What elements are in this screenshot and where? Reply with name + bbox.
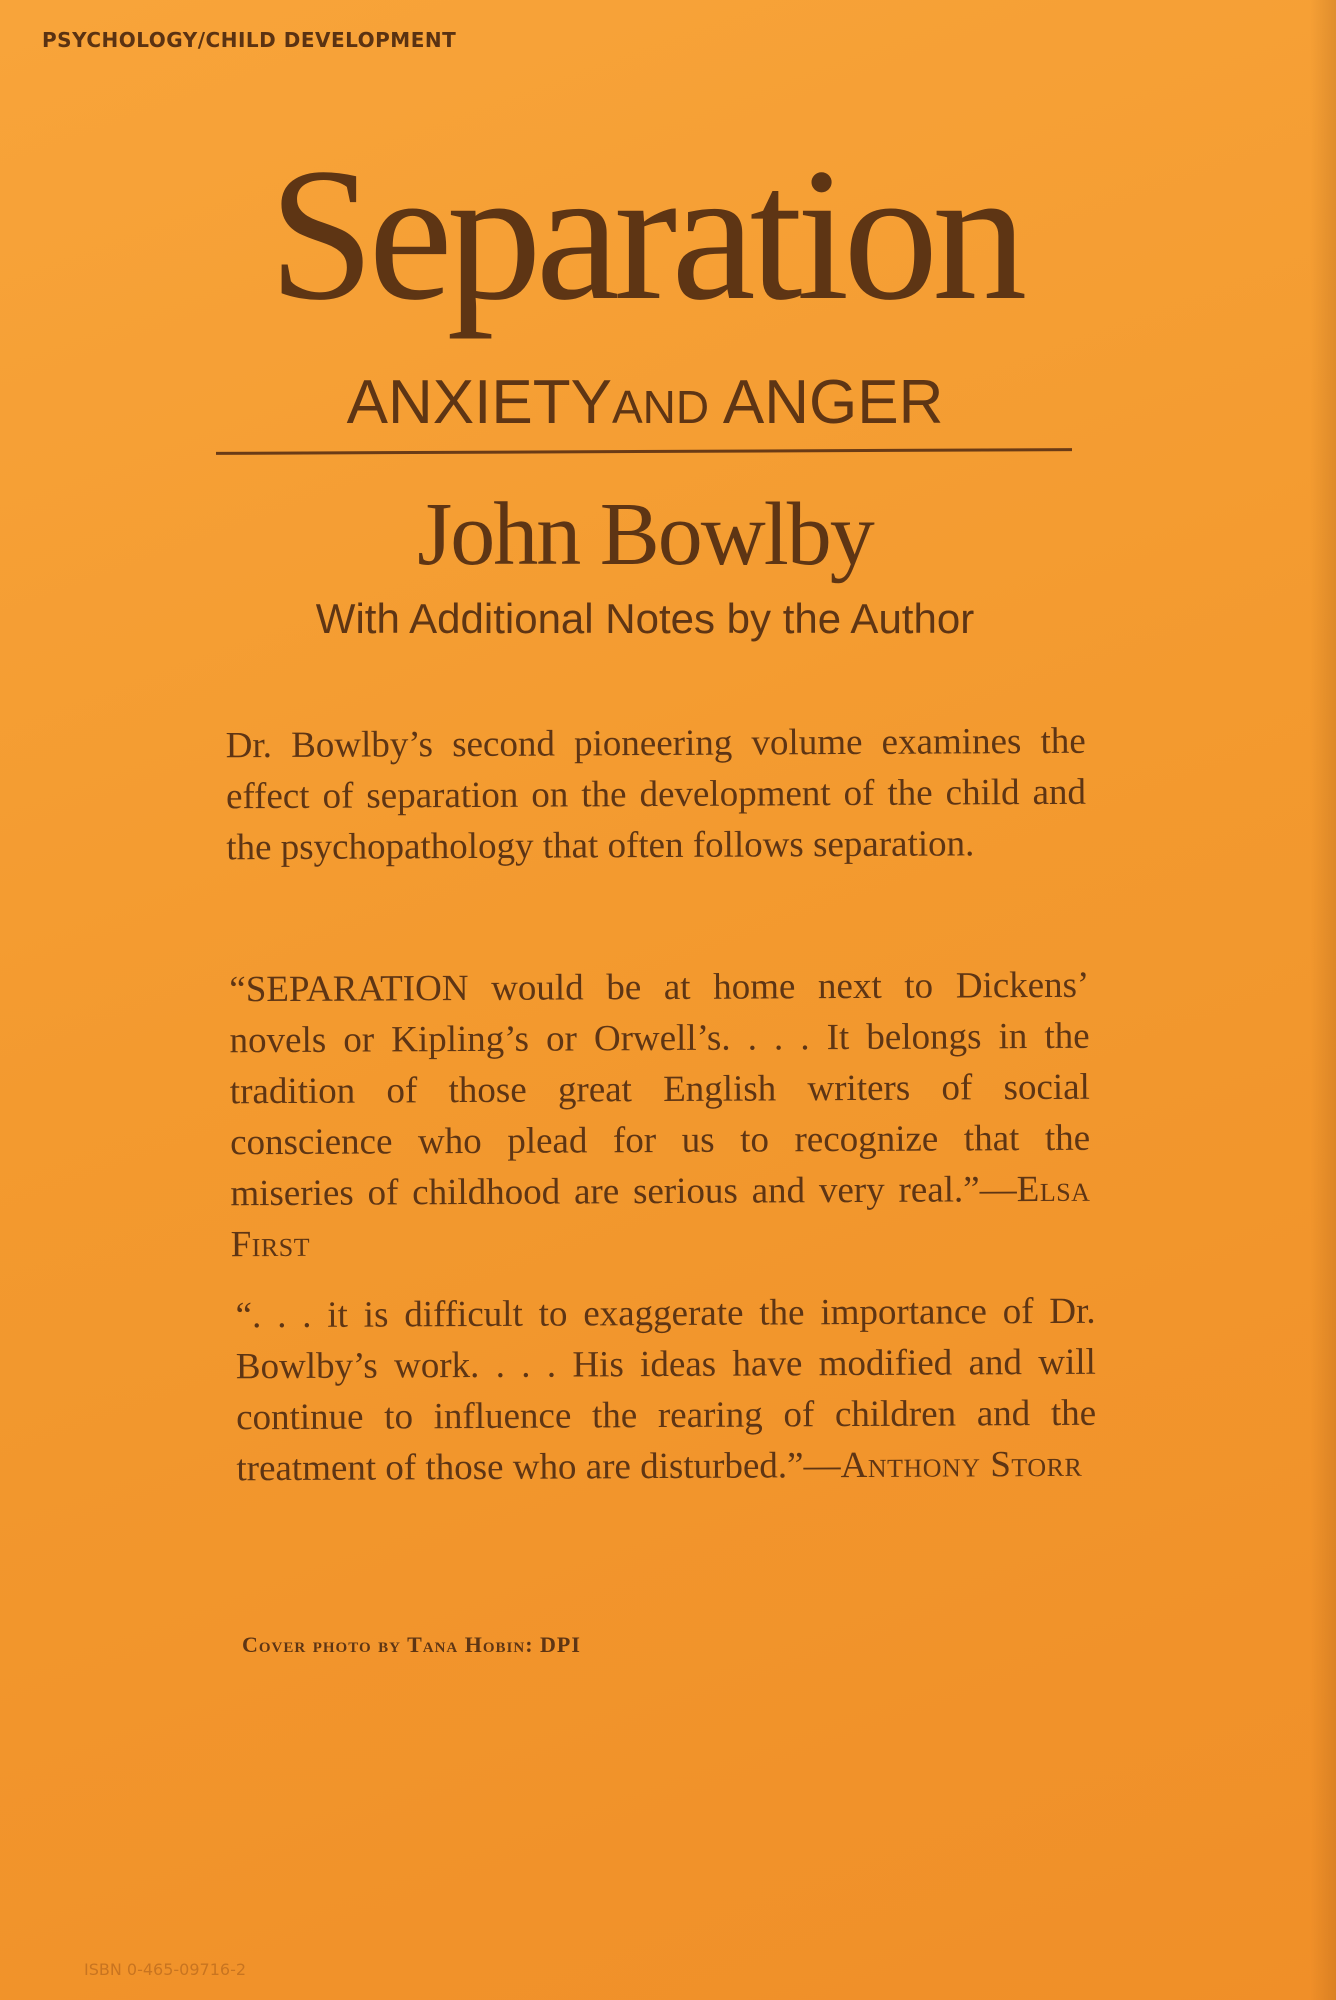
review-quote-2 (235, 1286, 1096, 1495)
edition-note: With Additional Notes by the Author (315, 595, 975, 642)
quote-attribution: Anthony Storr (840, 1443, 1083, 1487)
subtitle-anxiety: ANXIETY (346, 368, 612, 437)
subtitle-anger: ANGER (722, 368, 944, 437)
author-name: John Bowlby (417, 485, 873, 584)
book-subtitle (0, 368, 1290, 437)
quote-text: “SEPARATION would be at home next to Dickens’ novels or Kipling’s or Orwell’s. . . . It belongs in the tradition of those great English writers of social conscience who plead for us to recognize that the miseries of childhood are serious and very real.”— (229, 964, 1091, 1215)
review-quote-1 (229, 960, 1091, 1270)
quote-attribution: Elsa First (230, 1168, 1091, 1266)
title-divider (216, 448, 1072, 455)
quote-text: “. . . it is difficult to exaggerate the importance of Dr. Bowlby’s work. . . . His ideas have modified and will continue to influence the rearing of children and the treatment of those who are disturbed.”— (235, 1290, 1097, 1490)
category-label: PSYCHOLOGY/CHILD DEVELOPMENT (42, 28, 457, 52)
cover-photo-credit: Cover photo by Tana Hobin: DPI (242, 1632, 581, 1657)
book-title: Separation (268, 130, 1022, 340)
book-description: Dr. Bowlby’s second pioneering volume examines the effect of separation on the development of the child and the psychopathology that often follows separation. (225, 720, 1087, 869)
subtitle-and: AND (611, 381, 710, 433)
isbn-number: ISBN 0-465-09716-2 (84, 1960, 247, 1979)
